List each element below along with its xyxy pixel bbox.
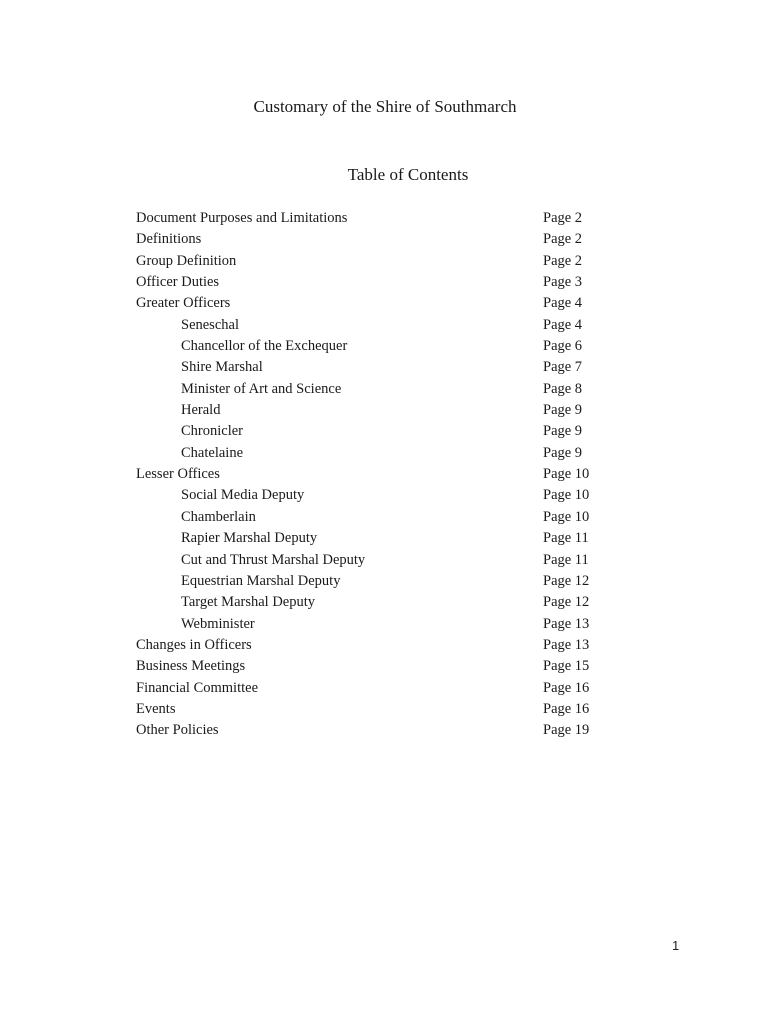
toc-entry[interactable] [136, 357, 606, 378]
toc-entry-page: Page 8 [543, 380, 583, 397]
toc-heading: Table of Contents [347, 165, 469, 184]
toc-entry[interactable] [136, 550, 606, 571]
toc-entry-label: Equestrian Marshal Deputy [181, 572, 341, 589]
toc-entry-page: Page 12 [543, 572, 590, 589]
toc-entry-label: Chronicler [181, 423, 244, 440]
toc-entry[interactable] [136, 400, 606, 421]
toc-entry[interactable] [136, 421, 606, 442]
toc-entry[interactable] [136, 678, 606, 699]
toc-entry-page: Page 2 [543, 210, 583, 226]
toc-entry-page: Page 15 [543, 658, 590, 675]
toc-entry[interactable] [136, 635, 606, 656]
toc-entry[interactable] [136, 293, 606, 314]
toc-entry-page: Page 10 [543, 508, 590, 525]
toc-entry[interactable] [136, 443, 606, 464]
toc-entry-page: Page 19 [543, 722, 590, 739]
toc-entry-label: Webminister [181, 615, 255, 632]
toc-entry-label: Social Media Deputy [181, 487, 305, 504]
toc-entry-page: Page 13 [543, 615, 590, 632]
toc-entry[interactable] [136, 507, 606, 528]
toc-entry-page: Page 4 [543, 316, 583, 333]
page-number: 1 [672, 938, 680, 953]
toc-entry-label: Chamberlain [181, 508, 256, 525]
toc-entry[interactable] [136, 336, 606, 357]
toc-entry-page: Page 2 [543, 231, 583, 248]
toc-entry-label: Document Purposes and Limitations [136, 210, 348, 226]
toc-entry-label: Chatelaine [181, 444, 244, 461]
table-of-contents [136, 208, 606, 742]
toc-entry-page: Page 2 [543, 252, 583, 269]
toc-entry-label: Group Definition [136, 252, 237, 269]
toc-entry-label: Definitions [136, 231, 202, 248]
toc-entry-page: Page 11 [543, 530, 589, 547]
document-title-text: Customary of the Shire of Southmarch [253, 97, 517, 116]
toc-entry[interactable] [136, 571, 606, 592]
toc-entry-label: Rapier Marshal Deputy [181, 530, 318, 547]
toc-entry[interactable] [136, 656, 606, 677]
toc-entry-label: Events [136, 700, 176, 717]
toc-entry-page: Page 9 [543, 423, 583, 440]
toc-entry[interactable] [136, 614, 606, 635]
toc-entry-page: Page 4 [543, 295, 583, 312]
toc-entry[interactable] [136, 379, 606, 400]
toc-entry-page: Page 10 [543, 466, 590, 483]
toc-entry[interactable] [136, 720, 606, 741]
toc-entry-label: Herald [181, 402, 221, 419]
toc-entry-page: Page 11 [543, 551, 589, 568]
toc-entry-label: Financial Committee [136, 679, 259, 696]
toc-entry[interactable] [136, 315, 606, 336]
toc-entry-label: Seneschal [181, 316, 239, 333]
toc-entry-page: Page 9 [543, 402, 583, 419]
toc-entry-label: Cut and Thrust Marshal Deputy [181, 551, 366, 568]
toc-entry-page: Page 7 [543, 359, 583, 376]
toc-entry-label: Minister of Art and Science [181, 380, 342, 397]
toc-entry-label: Business Meetings [136, 658, 246, 675]
toc-entry-page: Page 9 [543, 444, 583, 461]
toc-entry-page: Page 6 [543, 338, 583, 355]
toc-entry-page: Page 3 [543, 274, 583, 291]
document-title [0, 96, 770, 118]
toc-entry[interactable] [136, 485, 606, 506]
toc-entry-page: Page 16 [543, 679, 590, 696]
toc-entry[interactable] [136, 251, 606, 272]
toc-entry[interactable] [136, 208, 606, 229]
toc-entry-label: Greater Officers [136, 295, 231, 312]
toc-entry-page: Page 10 [543, 487, 590, 504]
toc-entry-label: Lesser Offices [136, 466, 220, 483]
toc-entry-label: Shire Marshal [181, 359, 263, 376]
toc-entry-label: Officer Duties [136, 274, 220, 291]
toc-entry[interactable] [136, 229, 606, 250]
toc-entry-label: Other Policies [136, 722, 219, 739]
toc-entry[interactable] [136, 528, 606, 549]
toc-entry[interactable] [136, 464, 606, 485]
toc-entry-label: Target Marshal Deputy [181, 594, 316, 611]
toc-entry[interactable] [136, 699, 606, 720]
toc-entry[interactable] [136, 592, 606, 613]
toc-entry-page: Page 13 [543, 636, 590, 653]
toc-entry-page: Page 16 [543, 700, 590, 717]
toc-entry-page: Page 12 [543, 594, 590, 611]
toc-entry-label: Changes in Officers [136, 636, 252, 653]
toc-entry-label: Chancellor of the Exchequer [181, 338, 348, 355]
toc-entry[interactable] [136, 272, 606, 293]
